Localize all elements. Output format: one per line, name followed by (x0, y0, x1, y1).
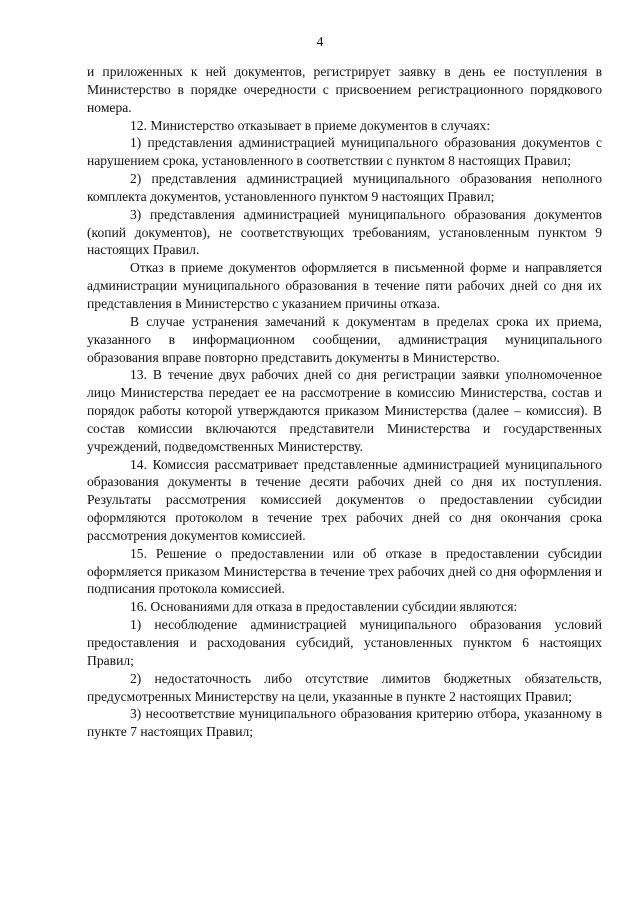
paragraph: В случае устранения замечаний к документам в пределах срока их приема, указанного в информационном сообщении, администрация муниципального образования вправе повторно представить документы в Министерство. (87, 313, 602, 365)
paragraph: 2) недостаточность либо отсутствие лимитов бюджетных обязательств, предусмотренных Министерству на цели, указанные в пункте 2 настоящих Правил; (87, 670, 602, 704)
paragraph: 1) представления администрацией муниципального образования документов с нарушением срока, установленного в соответствии с пунктом 8 настоящих Правил; (87, 135, 602, 169)
document-body (87, 63, 602, 741)
paragraph: 16. Основаниями для отказа в предоставлении субсидии являются: (130, 599, 518, 615)
paragraph: Отказ в приеме документов оформляется в письменной форме и направляется администрации муниципального образования в течение пяти рабочих дней со дня их представления в Министерство с указанием причины отказа. (87, 260, 602, 311)
paragraph: 3) несоответствие муниципального образования критерию отбора, указанному в пункте 7 настоящих Правил; (87, 706, 602, 740)
paragraph: 14. Комиссия рассматривает представленные администрацией муниципального образования документы в течение десяти рабочих дней со дня их поступления. Результаты рассмотрения комиссией документов о предоставлении субсидии оформляются протоколом в течение трех рабочих дней со дня окончания срока рассмотрения документов комиссией. (87, 456, 602, 543)
paragraph: 2) представления администрацией муниципального образования неполного комплекта документов, установленного пунктом 9 настоящих Правил; (87, 171, 602, 204)
paragraph: 13. В течение двух рабочих дней со дня регистрации заявки уполномоченное лицо Министерства передает ее на рассмотрение в комиссию Министерства, состав и порядок работы которой утверждаются приказом Министерства (далее – комиссия). В состав комиссии включаются представители Министерства и государственных учреждений, подведомственных Министерству. (87, 367, 602, 454)
page-number: 4 (316, 34, 324, 49)
paragraph: 15. Решение о предоставлении или об отказе в предоставлении субсидии оформляется приказом Министерства в течение трех рабочих дней со дня оформления и подписания протокола комиссией. (87, 545, 602, 597)
paragraph: 3) представления администрацией муниципального образования документов (копий документов), не соответствующих требованиям, установленным пунктом 9 настоящих Правил. (87, 206, 602, 258)
paragraph: и приложенных к ней документов, регистрирует заявку в день ее поступления в Министерство в порядке очередности с присвоением регистрационного порядкового номера. (87, 64, 602, 115)
paragraph: 1) несоблюдение администрацией муниципального образования условий предоставления и расходования субсидий, установленных пунктом 6 настоящих Правил; (87, 617, 602, 668)
paragraph: 12. Министерство отказывает в приеме документов в случаях: (130, 117, 491, 133)
